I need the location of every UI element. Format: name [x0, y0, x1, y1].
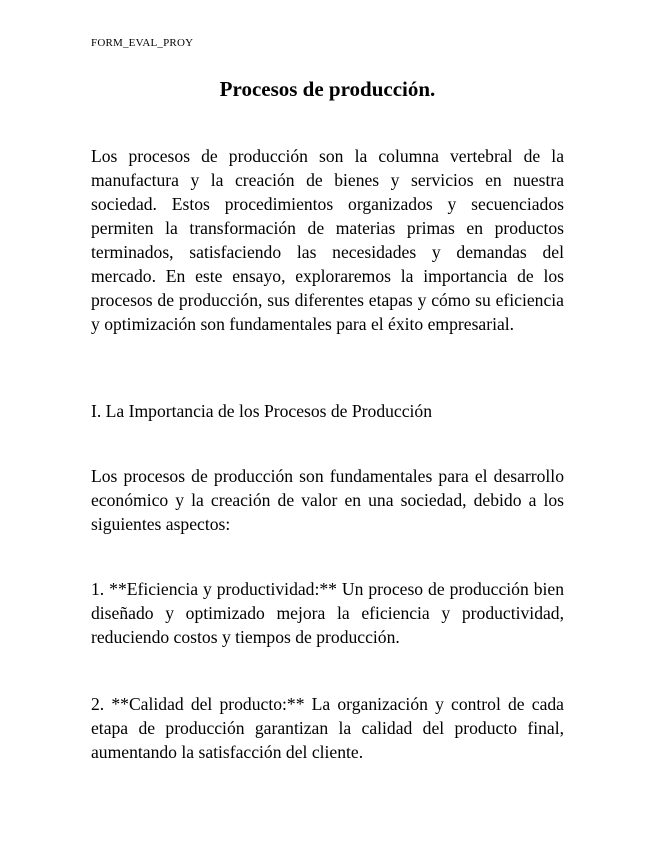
document-title: Procesos de producción.	[219, 77, 436, 101]
section-intro-paragraph: Los procesos de producción son fundamentales para el desarrollo económico y la creación de valor en una sociedad, debido a los siguientes aspectos:	[91, 466, 564, 534]
form-code-header: FORM_EVAL_PROY	[91, 37, 194, 49]
list-item-efficiency: 1. **Eficiencia y productividad:** Un proceso de producción bien diseñado y optimizado mejora la eficiencia y productividad, reduciendo costos y tiempos de producción.	[91, 579, 564, 647]
list-item-quality: 2. **Calidad del producto:** La organización y control de cada etapa de producción garantizan la calidad del producto final, aumentando la satisfacción del cliente.	[91, 694, 564, 762]
intro-paragraph: Los procesos de producción son la columna vertebral de la manufactura y la creación de bienes y servicios en nuestra sociedad. Estos procedimientos organizados y secuenciados permiten la transformación de materias primas en productos terminados, satisfaciendo las necesidades y demandas del mercado. En este ensayo, exploraremos la importancia de los procesos de producción, sus diferentes etapas y cómo su eficiencia y optimización son fundamentales para el éxito empresarial.	[91, 146, 564, 334]
section-heading: I. La Importancia de los Procesos de Producción	[91, 401, 433, 421]
